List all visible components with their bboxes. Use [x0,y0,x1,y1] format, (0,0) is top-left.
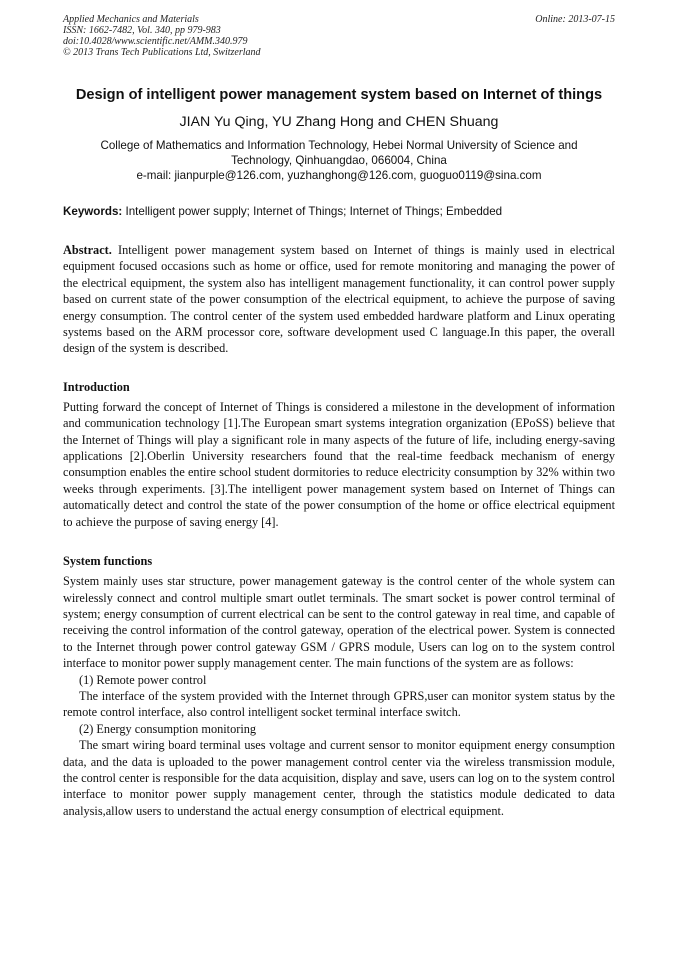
journal-name: Applied Mechanics and Materials [63,14,199,25]
keywords [63,204,615,219]
online-date: Online: 2013-07-15 [535,14,615,25]
author-emails: e-mail: jianpurple@126.com, yuzhanghong@126.com, guoguo0119@sina.com [136,169,542,182]
keywords-text: Intelligent power supply; Internet of Things; Internet of Things; Embedded [125,205,503,218]
author-list: JIAN Yu Qing, YU Zhang Hong and CHEN Shuang [179,114,499,130]
introduction-paragraph: Putting forward the concept of Internet of Things is considered a milestone in the development of information and communication technology [1].The European smart systems integration organization (EPoSS) believe that the Internet of Things will play a significant role in many aspects of the future of life, including energy-saving applications [2].Oberlin University researchers found that the real-time feedback mechanism of energy consumption enables the entire school student dormitories to reduce electricity consumption by 32% within two weeks through experiments. [3].The intelligent power management system based on Internet of Things can automatically detect and control the state of the power consumption of the home or office electrical equipment to achieve the purpose of saving energy [4]. [63,399,615,529]
function-2-text: The smart wiring board terminal uses voltage and current sensor to monitor equipment energy consumption data, and the data is uploaded to the power management control center via the wireless transmission module, the control center is responsible for the data acquisition, display and save, users can log on to the system control interface to monitor power supply management center, through the statistics module dedicated to data analysis,allow users to understand the actual energy consumption of electrical equipment. [63,738,615,818]
abstract [63,242,615,357]
affiliation: College of Mathematics and Information Technology, Hebei Normal University of Science and Technology, Qinhuangdao, 066004, China [100,139,578,167]
abstract-label: Abstract. [63,243,112,257]
issn-line: ISSN: 1662-7482, Vol. 340, pp 979-983 [63,25,221,36]
system-functions-heading: System functions [63,554,153,569]
paper-title: Design of intelligent power management system based on Internet of things [75,87,603,103]
journal-header [63,14,615,58]
copyright-line: © 2013 Trans Tech Publications Ltd, Switzerland [63,47,261,58]
function-2-title: (2) Energy consumption monitoring [79,721,257,736]
abstract-text: Intelligent power management system based on Internet of things is mainly used in electrical equipment focused occasions such as home or office, used for remote monitoring and managing the power of the electrical equipment, the system also has intelligent management functionality, it can control power supply based on current state of the power consumption of the electrical equipment, to achieve the purpose of saving energy consumption. The control center of the system used embedded hardware platform and Linux operating systems based on the ARM processor core, software development used C language.In this paper, the overall design of the system is described. [63,243,615,356]
system-functions-intro: System mainly uses star structure, power management gateway is the control center of the whole system can wirelessly connect and control multiple smart outlet terminals. The smart socket is power control terminal of system; energy consumption of current electrical can be sent to the control gateway in real time, and capable of receiving the control information of the control gateway, operation of the electrical power. System is connected to the Internet through power control gateway GSM / GPRS module, Users can log on to the system control interface to monitor power supply management center. The main functions of the system are as follows: [63,574,615,671]
doi-line: doi:10.4028/www.scientific.net/AMM.340.979 [63,36,248,47]
function-1-title: (1) Remote power control [79,672,207,687]
function-1-text: The interface of the system provided with the Internet through GPRS,user can monitor system status by the remote control interface, also control intelligent socket terminal interface switch. [63,688,615,720]
introduction-heading: Introduction [63,379,130,394]
keywords-label: Keywords: [63,205,123,218]
paper-page [63,14,615,819]
